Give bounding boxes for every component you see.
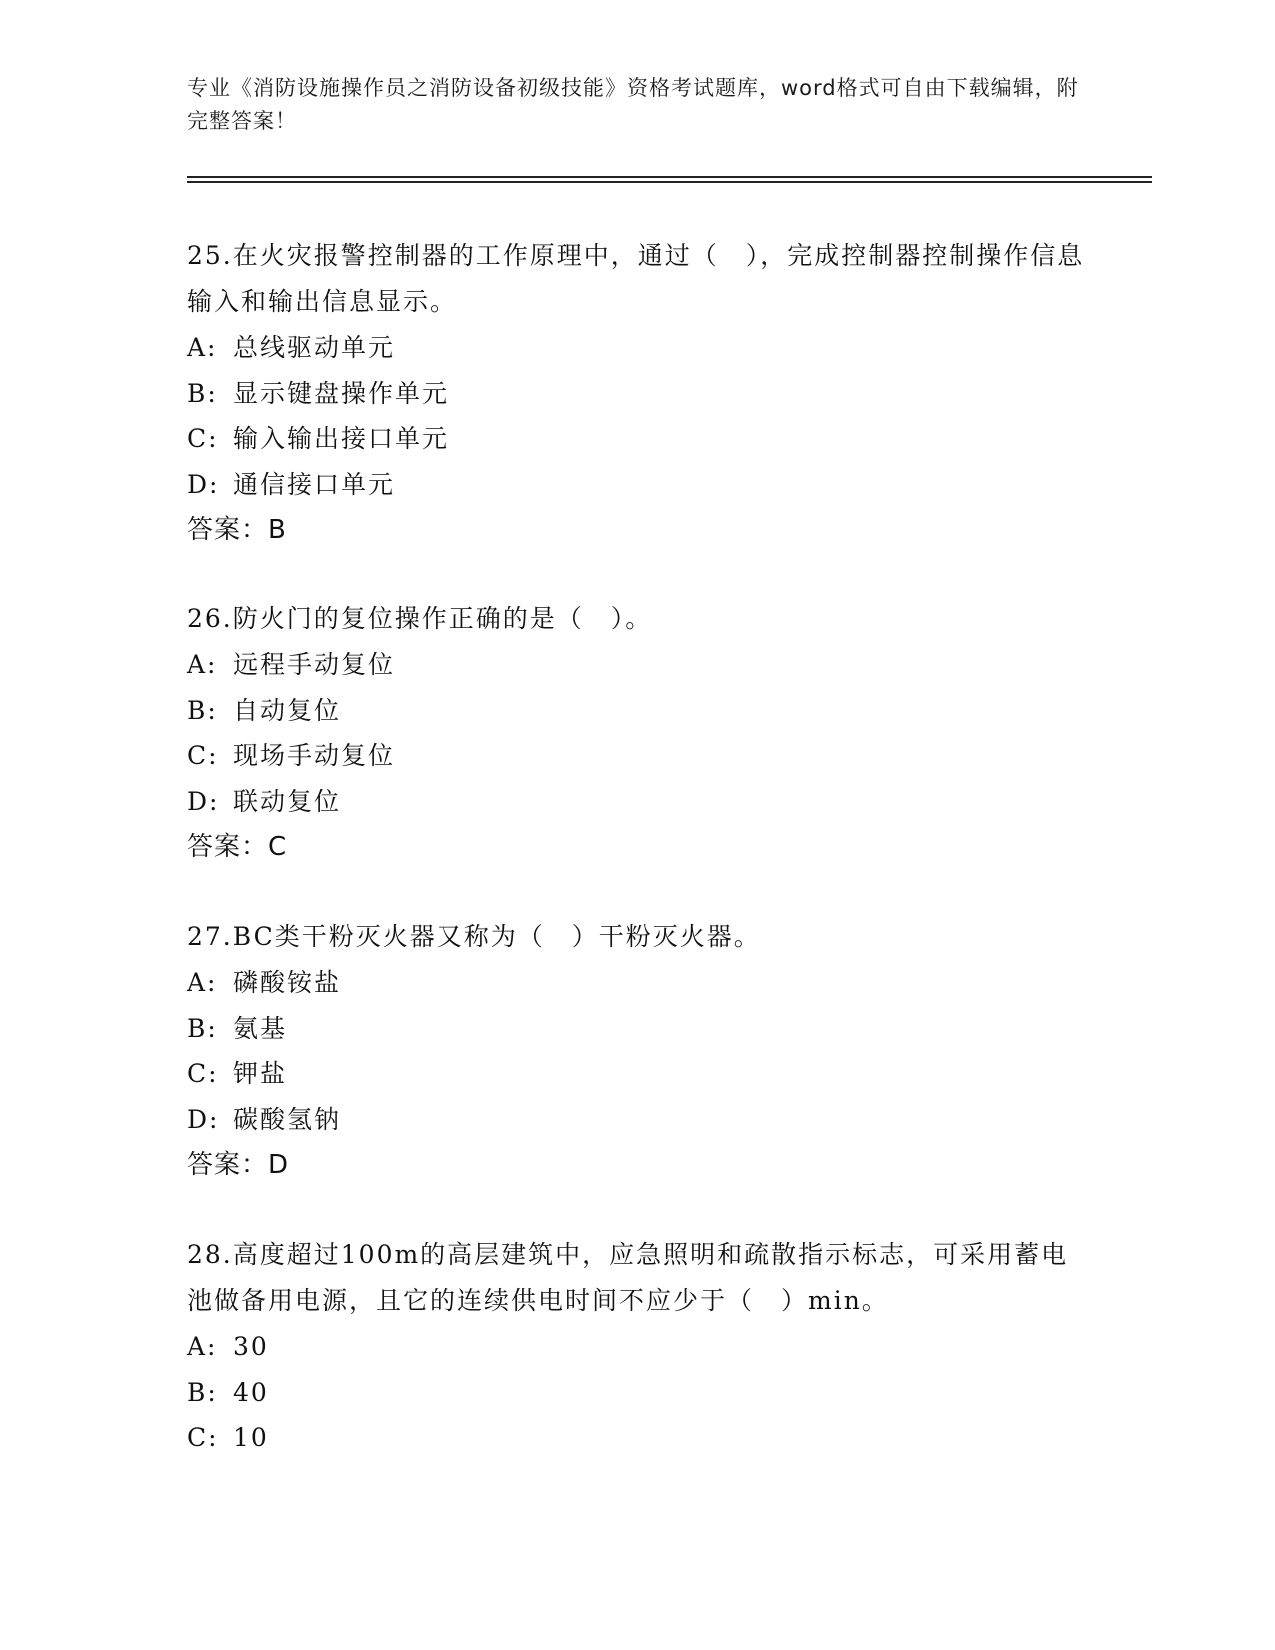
option-letter: C: <box>187 1059 219 1088</box>
answer-line: 答案：B <box>187 515 287 545</box>
header-divider-top <box>187 176 1152 178</box>
option-letter: A: <box>187 333 218 362</box>
option-a <box>187 1324 1087 1370</box>
option-b <box>187 1370 1087 1416</box>
question-28 <box>187 1232 1087 1461</box>
option-a <box>187 642 1087 688</box>
option-letter: A: <box>187 1332 218 1361</box>
option-letter: D: <box>187 786 220 816</box>
question-25 <box>187 233 1087 553</box>
option-c <box>187 733 1087 779</box>
option-text: 通信接口单元 <box>233 469 396 499</box>
option-d <box>187 1097 1087 1143</box>
answer-line: 答案：C <box>187 832 288 862</box>
option-letter: B: <box>187 695 218 725</box>
header-divider-bottom <box>187 181 1152 183</box>
option-c <box>187 416 1087 462</box>
question-stem: 25.在火灾报警控制器的工作原理中，通过（ ），完成控制器控制操作信息输入和输出信息显示。 <box>187 241 1085 316</box>
option-letter: A: <box>187 650 218 679</box>
option-letter: B: <box>187 1013 218 1043</box>
option-letter: C: <box>187 424 219 453</box>
option-text: 输入输出接口单元 <box>233 424 450 453</box>
option-text: 显示键盘操作单元 <box>233 378 450 408</box>
option-text: 碳酸氢钠 <box>233 1104 342 1134</box>
question-27 <box>187 914 1087 1188</box>
question-stem: 28.高度超过100m的高层建筑中，应急照明和疏散指示标志，可采用蓄电池做备用电源，且它的连续供电时间不应少于（ ）min。 <box>187 1240 1069 1315</box>
option-text: 30 <box>233 1332 269 1361</box>
question-stem: 26.防火门的复位操作正确的是（ ）。 <box>187 604 653 633</box>
option-c <box>187 1051 1087 1097</box>
option-text: 10 <box>233 1423 269 1452</box>
option-a <box>187 325 1087 371</box>
option-d <box>187 779 1087 825</box>
option-d <box>187 462 1087 508</box>
document-header: 专业《消防设施操作员之消防设备初级技能》资格考试题库，word格式可自由下载编辑，附完整答案！ <box>187 76 1079 133</box>
option-text: 40 <box>233 1377 269 1407</box>
question-26 <box>187 596 1087 870</box>
option-letter: C: <box>187 1423 219 1452</box>
option-text: 联动复位 <box>233 786 342 816</box>
option-text: 总线驱动单元 <box>233 333 396 362</box>
option-b <box>187 371 1087 417</box>
option-letter: B: <box>187 1377 218 1407</box>
option-text: 氨基 <box>233 1013 288 1043</box>
option-letter: D: <box>187 469 220 499</box>
option-b <box>187 688 1087 734</box>
option-letter: D: <box>187 1104 220 1134</box>
option-text: 磷酸铵盐 <box>233 968 342 997</box>
answer-line: 答案：D <box>187 1150 290 1180</box>
option-a <box>187 960 1087 1006</box>
question-stem: 27.BC类干粉灭火器又称为（ ）干粉灭火器。 <box>187 922 761 951</box>
option-letter: A: <box>187 968 218 997</box>
option-c <box>187 1415 1087 1461</box>
option-text: 现场手动复位 <box>233 741 396 770</box>
option-text: 自动复位 <box>233 695 342 725</box>
option-b <box>187 1006 1087 1052</box>
option-text: 钾盐 <box>233 1059 288 1088</box>
option-text: 远程手动复位 <box>233 650 396 679</box>
option-letter: C: <box>187 741 219 770</box>
option-letter: B: <box>187 378 218 408</box>
